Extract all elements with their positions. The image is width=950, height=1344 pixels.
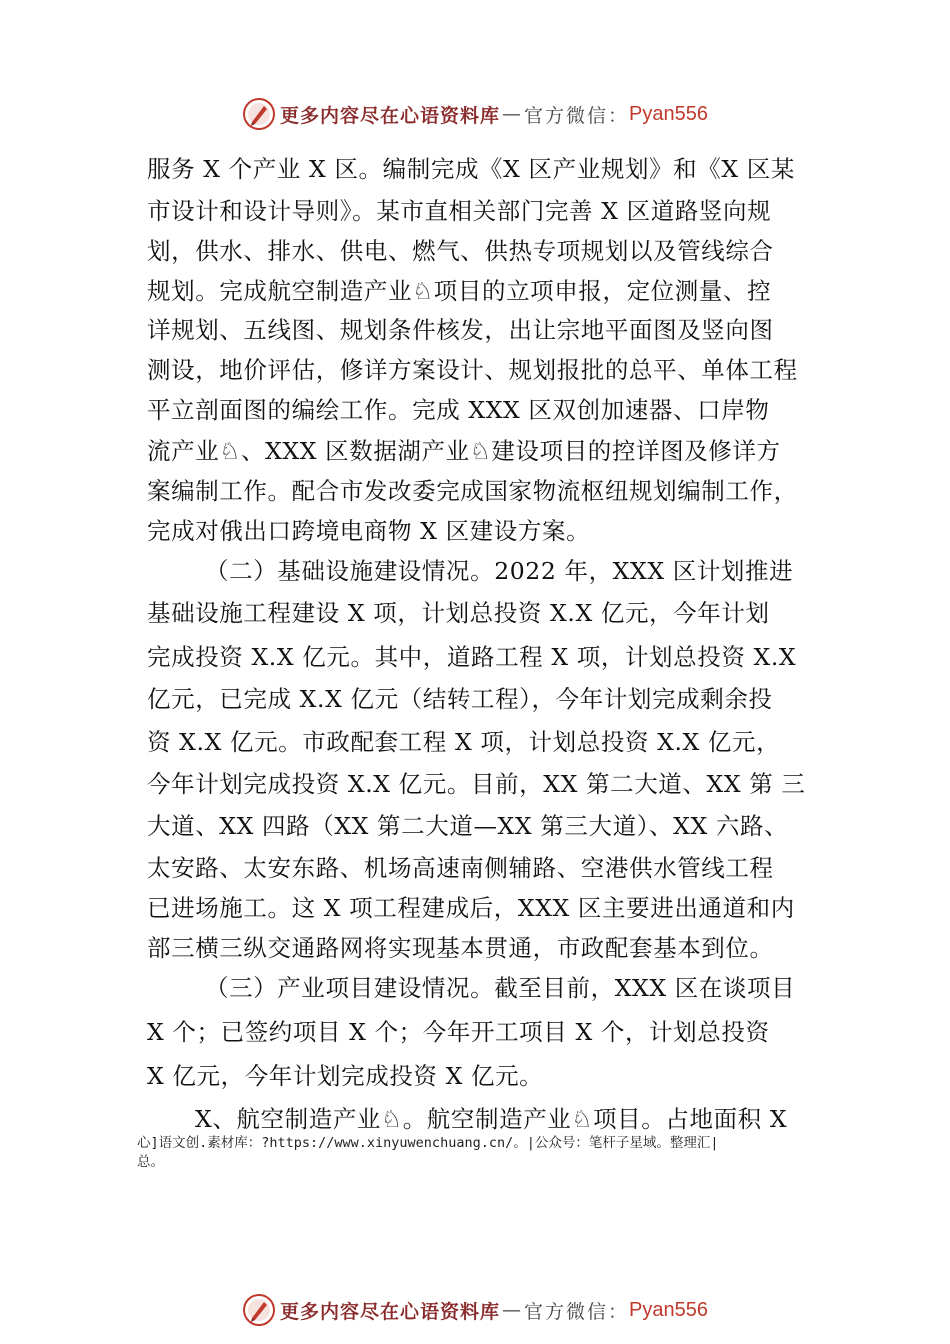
body-line: 基础设施工程建设 X 项，计划总投资 X.X 亿元，今年计划 [147, 599, 770, 627]
body-line: 平立剖面图的编绘工作。完成 XXX 区双创加速器、口岸物 [147, 396, 770, 424]
pen-logo-icon [242, 1293, 276, 1327]
banner-brand: 更多内容尽在心语资料库 [280, 104, 501, 127]
body-line: 服务 X 个产业 X 区。编制完成《X 区产业规划》和《X 区某 [147, 155, 795, 183]
body-line: 亿元，已完成 X.X 亿元（结转工程），今年计划完成剩余投 [147, 685, 773, 713]
banner-dash: — [502, 1299, 523, 1321]
banner-wechat-label: 官方微信： [524, 104, 630, 127]
body-line: 划，供水、排水、供电、燃气、供热专项规划以及管线综合 [147, 237, 774, 265]
body-line: 已进场施工。这 X 项工程建成后，XXX 区主要进出通道和内 [147, 894, 795, 922]
body-line: X 个；已签约项目 X 个；今年开工项目 X 个，计划总投资 [147, 1018, 770, 1046]
footer-banner [0, 1290, 950, 1330]
body-line: 大道、XX 四路（XX 第二大道—XX 第三大道）、XX 六路、 [147, 812, 789, 840]
body-line: 流产业♘、XXX 区数据湖产业♘建设项目的控详图及修详方 [147, 437, 781, 465]
body-line: 详规划、五线图、规划条件核发，出让宗地平面图及竖向图 [147, 316, 774, 344]
banner-dash: — [502, 103, 523, 125]
body-line: 完成投资 X.X 亿元。其中，道路工程 X 项，计划总投资 X.X [147, 643, 797, 671]
section-heading-infrastructure: （二）基础设施建设情况。2022 年，XXX 区计划推进 [205, 557, 794, 585]
source-note-line: 总。 [137, 1154, 164, 1170]
body-line: X 亿元，今年计划完成投资 X 亿元。 [147, 1062, 544, 1090]
body-line: 完成对俄出口跨境电商物 X 区建设方案。 [147, 517, 591, 545]
banner-wechat-label: 官方微信： [524, 1300, 630, 1323]
body-line: 市设计和设计导则》。某市直相关部门完善 X 区道路竖向规 [147, 197, 772, 225]
body-line: 测设，地价评估，修详方案设计、规划报批的总平、单体工程 [147, 356, 798, 384]
body-line: 太安路、太安东路、机场高速南侧辅路、空港供水管线工程 [147, 854, 774, 882]
body-line: 资 X.X 亿元。市政配套工程 X 项，计划总投资 X.X 亿元， [147, 728, 781, 756]
banner-brand: 更多内容尽在心语资料库 [280, 1300, 501, 1323]
pen-logo-icon [242, 97, 276, 131]
banner-wechat-id: Pyan556 [629, 1298, 708, 1321]
section-heading-industry: （三）产业项目建设情况。截至目前，XXX 区在谈项目 [205, 974, 796, 1002]
banner-wechat-id: Pyan556 [629, 102, 708, 125]
source-note-line: 心]语文创.素材库：?https://www.xinyuwenchuang.cn/。|公众号：笔杆子星域。整理汇| [137, 1135, 719, 1151]
header-banner [0, 94, 950, 134]
body-line: 今年计划完成投资 X.X 亿元。目前，XX 第二大道、XX 第 三 [147, 770, 806, 798]
body-line: X、航空制造产业♘。航空制造产业♘项目。占地面积 X [195, 1105, 788, 1133]
body-line: 案编制工作。配合市发改委完成国家物流枢纽规划编制工作， [147, 477, 798, 505]
body-line: 规划。完成航空制造产业♘项目的立项申报，定位测量、控 [147, 277, 772, 305]
body-line: 部三横三纵交通路网将实现基本贯通，市政配套基本到位。 [147, 934, 774, 962]
